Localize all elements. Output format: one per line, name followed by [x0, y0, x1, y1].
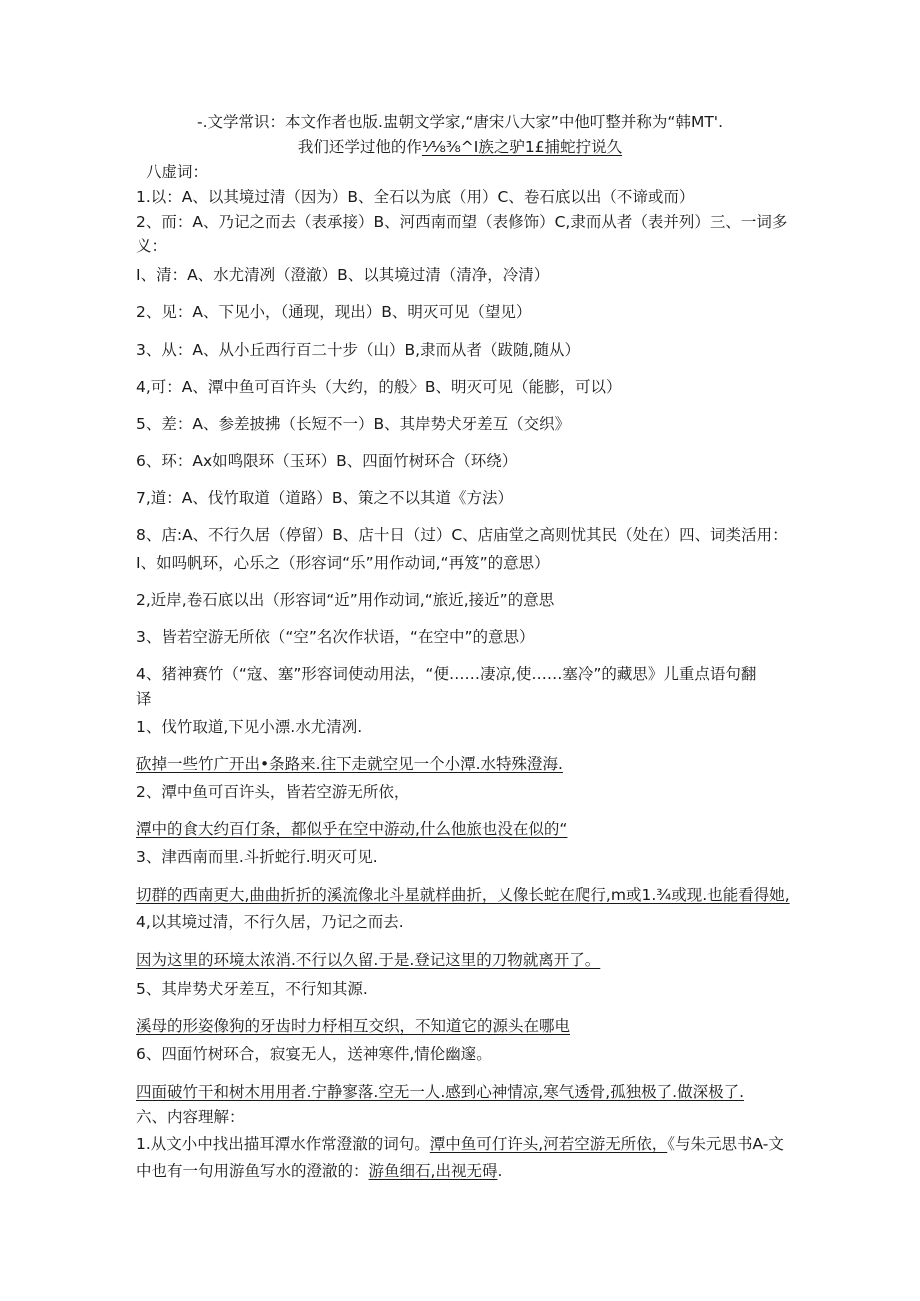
section-heading-xuci: 八虚词： — [146, 163, 209, 181]
neirong-question-1 — [136, 1133, 796, 1155]
fanyi-source: 3、津西南而里.斗折蛇行.明灭可见. — [136, 848, 378, 866]
duoyi-item: 7,道：A、伐竹取道（道路）B、策之不以其道《方法） — [136, 489, 514, 507]
question-text: 中也有一句用游鱼写水的澄澈的： — [136, 1162, 369, 1180]
fanyi-source: 6、四面竹树环合，寂宴无人，送神寒件,情伦幽邃。 — [136, 1045, 492, 1063]
answer-text: 游鱼细石,出视无碍 — [368, 1162, 498, 1180]
huoyong-item: 3、皆若空游无所依（“空”名次作状语，“在空中”的意思） — [136, 628, 535, 646]
huoyong-item: 2,近岸,卷石底以出（形容词“近”用作动词,“旅近,接近”的意思 — [136, 591, 555, 609]
duoyi-item: 3、从：A、从小丘西行百二十步（山）B,隶而从者（跋随,随从） — [136, 341, 580, 359]
fanyi-translation: 切群的西南更大,曲曲折折的溪流像北斗星就样曲折，乂像长蛇在爬行,m或1.¾或现.也能看得她, — [136, 886, 790, 904]
header-line-2-underlined: ⅟⅛⅜^I族之驴1£捕蛇拧说久 — [421, 138, 623, 156]
answer-text: 潭中鱼可仃许头,河若空游无所依， — [429, 1135, 668, 1153]
fanyi-translation: 溪母的形姿像狗的牙齿时力杼相互交织，不知道它的源头在哪电 — [136, 1017, 571, 1035]
fanyi-source: 4,以其境过清，不行久居，乃记之而去. — [136, 913, 404, 931]
xuci-item: 1.以：A、以其境过清（因为）B、全石以为底（用）C、卷石底以出（不谛或而） — [136, 188, 695, 206]
duoyi-item: 8、店:A、不行久居（停留）B、店十日（过）C、店庙堂之高则忧其民（处在）四、词类活用： — [136, 526, 788, 544]
question-text: 1.从文小中找出描耳潭水作常澄澈的词句。 — [136, 1135, 430, 1153]
fanyi-source: 5、其岸势犬牙差互，不行知其源. — [136, 980, 368, 998]
fanyi-source: 1、伐竹取道,下见小漂.水尤清冽. — [136, 718, 363, 736]
duoyi-item: 2、见：A、下见小，（通现，现出）B、明灭可见（望见） — [136, 303, 532, 321]
duoyi-item: 6、环：Ax如鸣限环（玉环）B、四面竹树环合（环绕） — [136, 452, 518, 470]
huoyong-item: I、如吗帆环，心乐之（形容词“乐”用作动词,“再笈”的意思） — [136, 554, 550, 572]
duoyi-item: I、清：A、水尤清冽（澄澈）B、以其境过清（清净，冷清） — [136, 266, 550, 284]
fanyi-translation: 四面破竹干和树木用用者.宁静寥落.空无一人.感到心神情凉,寒气透骨,孤独极了.做深极了. — [136, 1083, 744, 1101]
xuci-item: 义： — [136, 237, 168, 255]
duoyi-item: 4,可：A、潭中鱼可百许头（大约，的般〉B、明灭可见（能膨，可以） — [136, 378, 622, 396]
header-line-2 — [0, 136, 920, 158]
fanyi-translation: 潭中的食大约百仃条，都似乎在空中游动,什么他旅也没在似的“ — [136, 820, 568, 838]
xuci-item: 2、而：A、乃记之而去（表承接）B、河西南而望（表修饰）C,隶而从者（表并列）三、一词多 — [136, 213, 788, 231]
fanyi-translation: 因为这里的环境太浓消.不行以久留.于是.登记这里的刀物就离开了。 — [136, 951, 601, 969]
question-text: 《与朱元思书A-文 — [667, 1135, 784, 1153]
huoyong-item: 译 — [136, 690, 152, 708]
huoyong-item: 4、猪神赛竹（“寇、塞”形容词使动用法，“便……凄凉,使……塞冷”的藏思》儿重点语句翻 — [136, 665, 757, 683]
header-line-1: -.文学常识：本文作者也版.盅朝文学家,“唐宋八大家”中他叮整并称为“韩MT'. — [197, 113, 723, 131]
question-text: . — [497, 1162, 503, 1180]
section-heading-neirong: 六、内容理解： — [136, 1108, 245, 1126]
header-line-2-text: 我们还学过他的作 — [297, 138, 422, 156]
fanyi-source: 2、潭中鱼可百许头，皆若空游无所依， — [136, 783, 410, 801]
duoyi-item: 5、差：A、参差披拂（长短不一）B、其岸势犬牙差互（交织》 — [136, 415, 571, 433]
neirong-question-1-continued — [136, 1160, 796, 1182]
fanyi-translation: 砍掉一些竹广开出•条路来.往下走就空见一个小潭.水特殊澄海. — [136, 755, 563, 773]
